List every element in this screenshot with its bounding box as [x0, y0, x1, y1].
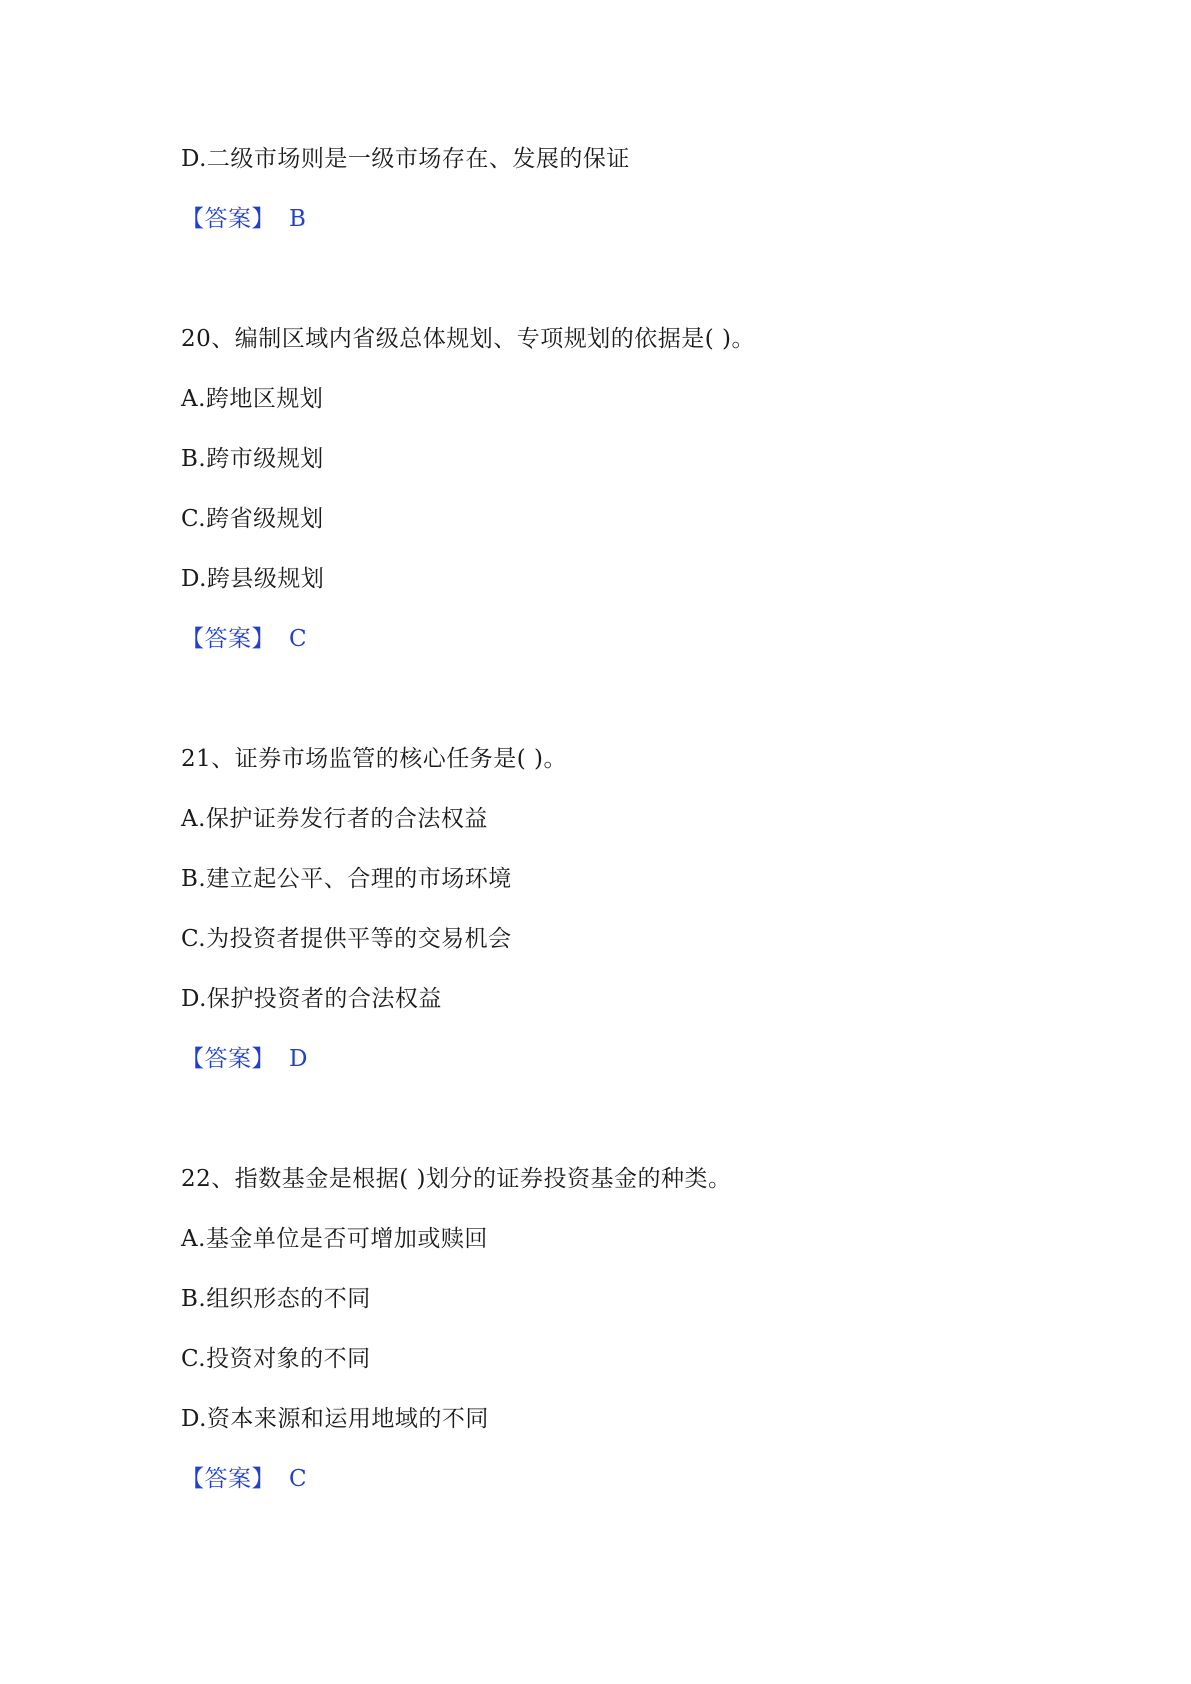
- q22-option-d: D.资本来源和运用地域的不同: [181, 1406, 489, 1432]
- q22-answer: [181, 1463, 307, 1495]
- q21-answer: [181, 1043, 308, 1075]
- q22-option-b: B.组织形态的不同: [181, 1286, 371, 1312]
- q21-option-d: D.保护投资者的合法权益: [181, 986, 442, 1012]
- q20-stem: 20、编制区域内省级总体规划、专项规划的依据是( )。: [181, 326, 756, 352]
- q21-option-b: B.建立起公平、合理的市场环境: [181, 866, 512, 892]
- q20-option-d: D.跨县级规划: [181, 566, 325, 592]
- q22-option-a: A.基金单位是否可增加或赎回: [181, 1226, 488, 1252]
- answer-tag: 【答案】: [181, 626, 275, 652]
- q20-answer: [181, 623, 307, 655]
- answer-tag: 【答案】: [181, 1466, 275, 1492]
- q21-option-c: C.为投资者提供平等的交易机会: [181, 926, 512, 952]
- answer-tag: 【答案】: [181, 206, 275, 232]
- q21-option-a: A.保护证券发行者的合法权益: [181, 806, 488, 832]
- answer-value: B: [289, 206, 307, 232]
- answer-tag: 【答案】: [181, 1046, 275, 1072]
- q20-option-b: B.跨市级规划: [181, 446, 324, 472]
- q19-answer: [181, 203, 306, 235]
- q22-option-c: C.投资对象的不同: [181, 1346, 371, 1372]
- q20-option-a: A.跨地区规划: [181, 386, 324, 412]
- q22-stem: 22、指数基金是根据( )划分的证券投资基金的种类。: [181, 1166, 732, 1192]
- q19-option-d: D.二级市场则是一级市场存在、发展的保证: [181, 146, 630, 172]
- answer-value: C: [289, 1466, 308, 1492]
- answer-value: D: [289, 1046, 308, 1072]
- q21-stem: 21、证券市场监管的核心任务是( )。: [181, 746, 568, 772]
- q20-option-c: C.跨省级规划: [181, 506, 324, 532]
- answer-value: C: [289, 626, 308, 652]
